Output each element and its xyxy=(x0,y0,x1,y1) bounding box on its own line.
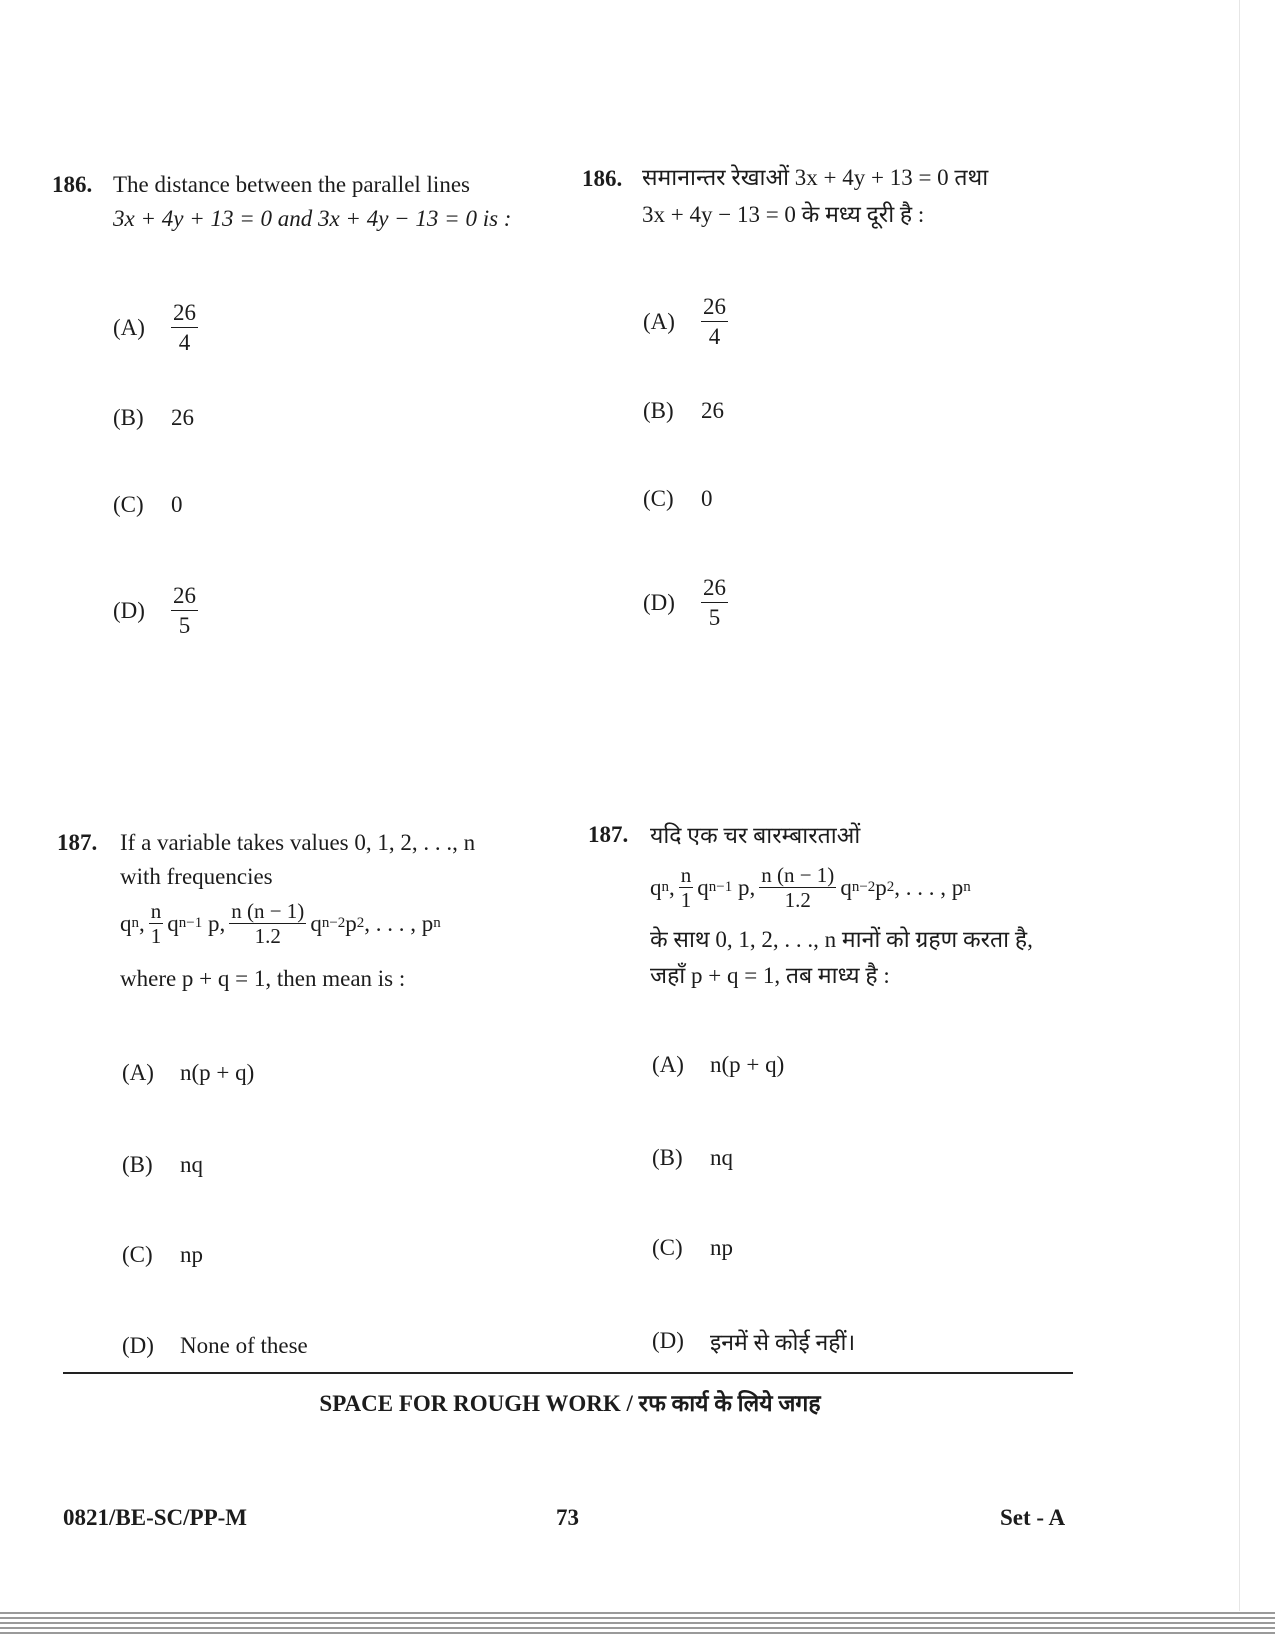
option-text: n(p + q) xyxy=(710,1052,785,1077)
frequency-expression xyxy=(650,864,971,911)
freq-term: p, xyxy=(737,874,756,900)
option-label: (C) xyxy=(643,486,674,511)
option-c[interactable] xyxy=(652,1235,733,1261)
option-label: (B) xyxy=(643,398,674,423)
option-text: 26 xyxy=(701,398,724,423)
comma: , xyxy=(139,910,145,936)
question-text-line: के साथ 0, 1, 2, . . ., n मानों को ग्रहण करता है, xyxy=(650,927,1033,952)
option-d[interactable] xyxy=(113,583,198,639)
option-label: (C) xyxy=(652,1235,683,1260)
numerator: 26 xyxy=(171,583,198,611)
denominator: 1 xyxy=(150,924,162,949)
paper-code: 0821/BE-SC/PP-M xyxy=(63,1505,247,1530)
option-d[interactable] xyxy=(122,1333,308,1359)
freq-exponent: n−2 xyxy=(851,879,876,896)
option-label: (D) xyxy=(122,1333,154,1358)
option-label: (D) xyxy=(652,1328,684,1353)
freq-exponent: n−2 xyxy=(321,915,346,932)
question-number: 187. xyxy=(57,830,98,855)
numerator: n xyxy=(150,899,162,923)
option-label: (B) xyxy=(122,1152,153,1177)
option-text: n(p + q) xyxy=(180,1060,255,1085)
numerator: n (n − 1) xyxy=(761,863,835,887)
numerator: n (n − 1) xyxy=(231,899,305,923)
option-label: (B) xyxy=(652,1145,683,1170)
option-text: 26 xyxy=(171,405,194,430)
scan-edge-lines xyxy=(0,1612,1275,1642)
freq-term: q xyxy=(167,910,179,936)
option-text: np xyxy=(180,1242,203,1267)
numerator: 26 xyxy=(701,294,728,322)
option-text: nq xyxy=(710,1145,733,1170)
freq-term: q xyxy=(120,910,132,936)
fraction xyxy=(701,575,728,631)
numerator: 26 xyxy=(701,575,728,603)
denominator: 1.2 xyxy=(254,924,281,949)
numerator: 26 xyxy=(171,300,198,328)
question-text-line: यदि एक चर बारम्बारताओं xyxy=(650,823,861,848)
divider-line xyxy=(63,1372,1073,1374)
option-label: (A) xyxy=(643,308,675,334)
freq-exponent: n xyxy=(661,879,669,896)
option-label: (A) xyxy=(122,1060,154,1085)
question-text-line: 3x + 4y − 13 = 0 के मध्य दूरी है : xyxy=(642,202,925,227)
option-d[interactable] xyxy=(643,575,728,631)
option-text: nq xyxy=(180,1152,203,1177)
question-text-line: The distance between the parallel lines xyxy=(113,172,470,197)
option-b[interactable] xyxy=(643,398,724,424)
freq-term: q xyxy=(840,874,852,900)
set-label: Set - A xyxy=(1000,1505,1066,1530)
denominator: 5 xyxy=(178,613,191,639)
freq-exponent: n−1 xyxy=(708,879,733,896)
fraction xyxy=(229,900,306,947)
freq-term: p xyxy=(345,910,357,936)
denominator: 1.2 xyxy=(784,888,811,913)
question-number: 186. xyxy=(582,166,623,191)
fraction xyxy=(679,864,694,911)
numerator: n xyxy=(680,863,692,887)
denominator: 5 xyxy=(708,605,721,631)
freq-term: q xyxy=(650,874,662,900)
freq-term: q xyxy=(697,874,709,900)
option-label: (B) xyxy=(113,405,144,430)
denominator: 4 xyxy=(178,330,191,356)
freq-exponent: n xyxy=(963,879,971,896)
option-c[interactable] xyxy=(643,486,713,512)
freq-term: , . . . , p xyxy=(364,910,434,936)
option-label: (A) xyxy=(113,314,145,340)
frequency-expression xyxy=(120,900,441,947)
question-text-line: समानान्तर रेखाओं 3x + 4y + 13 = 0 तथा xyxy=(642,165,989,190)
option-c[interactable] xyxy=(113,492,183,518)
freq-exponent: n−1 xyxy=(178,915,203,932)
option-label: (C) xyxy=(113,492,144,517)
rough-work-heading: SPACE FOR ROUGH WORK / रफ कार्य के लिये जगह xyxy=(319,1391,821,1416)
freq-term: , . . . , p xyxy=(894,874,964,900)
option-label: (A) xyxy=(652,1052,684,1077)
freq-exponent: 2 xyxy=(886,879,895,896)
freq-term: q xyxy=(310,910,322,936)
question-text-line: where p + q = 1, then mean is : xyxy=(120,966,406,991)
comma: , xyxy=(669,874,675,900)
option-b[interactable] xyxy=(652,1145,733,1171)
option-a[interactable] xyxy=(643,294,728,350)
option-a[interactable] xyxy=(122,1060,254,1086)
question-text-line: If a variable takes values 0, 1, 2, . . ., n xyxy=(120,830,476,855)
freq-exponent: 2 xyxy=(356,915,365,932)
option-label: (D) xyxy=(643,589,675,615)
option-text: 0 xyxy=(171,492,183,517)
question-number: 186. xyxy=(52,172,93,197)
freq-exponent: n xyxy=(433,915,441,932)
denominator: 1 xyxy=(680,888,692,913)
option-a[interactable] xyxy=(113,300,198,356)
denominator: 4 xyxy=(708,324,721,350)
option-c[interactable] xyxy=(122,1242,203,1268)
freq-exponent: n xyxy=(131,915,139,932)
option-d[interactable] xyxy=(652,1325,855,1357)
fraction xyxy=(171,300,198,356)
fraction xyxy=(171,583,198,639)
page-edge-line xyxy=(1239,0,1240,1611)
option-text: np xyxy=(710,1235,733,1260)
question-number: 187. xyxy=(588,822,629,847)
question-text-line: जहाँ p + q = 1, तब माध्य है : xyxy=(650,963,890,988)
option-text: 0 xyxy=(701,486,713,511)
option-text: None of these xyxy=(180,1333,308,1358)
freq-term: p xyxy=(875,874,887,900)
option-label: (D) xyxy=(113,597,145,623)
question-text-line: 3x + 4y + 13 = 0 and 3x + 4y − 13 = 0 is : xyxy=(113,206,512,231)
option-b[interactable] xyxy=(113,405,194,431)
page-number: 73 xyxy=(556,1505,579,1530)
freq-term: p, xyxy=(207,910,226,936)
question-text-line: with frequencies xyxy=(120,864,273,889)
fraction xyxy=(149,900,164,947)
option-a[interactable] xyxy=(652,1052,784,1078)
option-b[interactable] xyxy=(122,1152,203,1178)
option-text: इनमें से कोई नहीं। xyxy=(710,1330,856,1355)
fraction xyxy=(759,864,836,911)
option-label: (C) xyxy=(122,1242,153,1267)
fraction xyxy=(701,294,728,350)
